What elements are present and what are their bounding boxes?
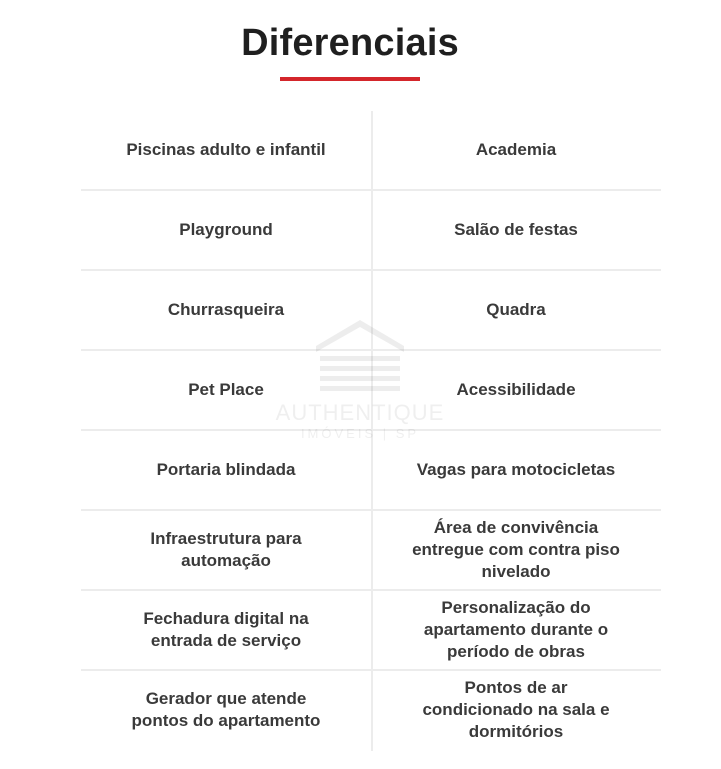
feature-cell: Salão de festas [454,220,578,239]
feature-cell: Quadra [486,300,546,319]
feature-cell: Piscinas adulto e infantil [126,140,326,159]
feature-cell: Pontos de ar condicionado na sala e dormitórios [422,678,610,741]
title-underline [280,77,420,81]
feature-cell: Academia [475,140,557,159]
column-divider [371,111,373,751]
feature-cell: Vagas para motocicletas [416,460,616,479]
feature-cell: Acessibilidade [456,380,576,399]
watermark-subtitle: IMÓVEIS | SP [300,426,420,441]
feature-cell: Playground [179,220,273,239]
feature-cell: Pet Place [188,380,264,399]
feature-cell: Infraestrutura para automação [150,529,302,570]
feature-cell: Personalização do apartamento durante o período de obras [423,598,609,661]
features-table [81,111,661,751]
feature-cell: Gerador que atende pontos do apartamento [131,689,321,730]
watermark-name: AUTHENTIQUE [275,400,445,425]
feature-cell: Área de convivência entregue com contra piso nivelado [412,518,620,581]
section-title: Diferenciais [241,22,459,64]
feature-cell: Fechadura digital na entrada de serviço [143,609,309,650]
feature-cell: Churrasqueira [167,300,285,319]
feature-cell: Portaria blindada [156,460,296,479]
